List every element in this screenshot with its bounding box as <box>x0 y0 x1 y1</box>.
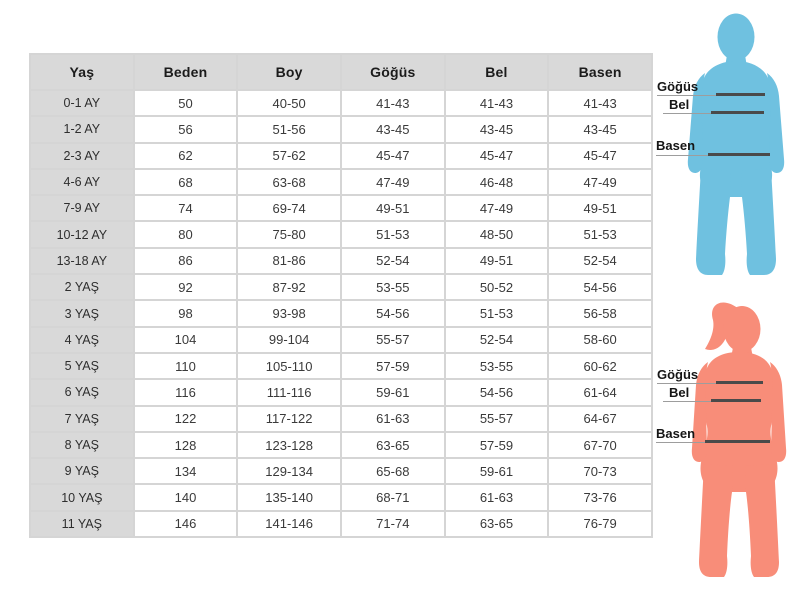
value-cell: 63-65 <box>341 432 445 458</box>
table-row <box>30 406 652 432</box>
column-header: Basen <box>548 54 652 90</box>
value-cell: 60-62 <box>548 353 652 379</box>
value-cell: 54-56 <box>341 300 445 326</box>
value-cell: 51-56 <box>237 116 341 142</box>
value-cell: 59-61 <box>445 458 549 484</box>
age-cell: 2-3 AY <box>30 143 134 169</box>
value-cell: 70-73 <box>548 458 652 484</box>
value-cell: 117-122 <box>237 406 341 432</box>
table-row <box>30 432 652 458</box>
girl-chest-label: Göğüs <box>657 367 699 382</box>
value-cell: 111-116 <box>237 379 341 405</box>
value-cell: 51-53 <box>445 300 549 326</box>
value-cell: 71-74 <box>341 511 445 537</box>
table-row <box>30 484 652 510</box>
value-cell: 45-47 <box>341 143 445 169</box>
column-header: Beden <box>134 54 238 90</box>
value-cell: 105-110 <box>237 353 341 379</box>
age-cell: 2 YAŞ <box>30 274 134 300</box>
boy-waist-label: Bel <box>669 97 690 112</box>
age-cell: 3 YAŞ <box>30 300 134 326</box>
value-cell: 141-146 <box>237 511 341 537</box>
value-cell: 57-62 <box>237 143 341 169</box>
boy-left-leg <box>696 168 731 275</box>
column-header: Boy <box>237 54 341 90</box>
value-cell: 43-45 <box>341 116 445 142</box>
value-cell: 99-104 <box>237 327 341 353</box>
column-header: Yaş <box>30 54 134 90</box>
age-cell: 7 YAŞ <box>30 406 134 432</box>
value-cell: 54-56 <box>548 274 652 300</box>
value-cell: 110 <box>134 353 238 379</box>
table-row <box>30 353 652 379</box>
value-cell: 47-49 <box>445 195 549 221</box>
value-cell: 57-59 <box>341 353 445 379</box>
value-cell: 41-43 <box>341 90 445 116</box>
size-table-header <box>30 54 652 90</box>
boy-waist-connector <box>663 113 712 114</box>
value-cell: 128 <box>134 432 238 458</box>
boy-right-leg <box>741 168 776 275</box>
table-row <box>30 195 652 221</box>
age-cell: 7-9 AY <box>30 195 134 221</box>
value-cell: 75-80 <box>237 221 341 247</box>
value-cell: 47-49 <box>341 169 445 195</box>
table-row <box>30 300 652 326</box>
value-cell: 51-53 <box>548 221 652 247</box>
value-cell: 63-68 <box>237 169 341 195</box>
value-cell: 50-52 <box>445 274 549 300</box>
table-row <box>30 511 652 537</box>
value-cell: 55-57 <box>341 327 445 353</box>
girl-chest-line <box>716 381 763 384</box>
value-cell: 67-70 <box>548 432 652 458</box>
value-cell: 93-98 <box>237 300 341 326</box>
value-cell: 49-51 <box>445 248 549 274</box>
age-cell: 6 YAŞ <box>30 379 134 405</box>
table-row <box>30 143 652 169</box>
age-cell: 11 YAŞ <box>30 511 134 537</box>
table-row <box>30 458 652 484</box>
value-cell: 80 <box>134 221 238 247</box>
value-cell: 49-51 <box>548 195 652 221</box>
value-cell: 52-54 <box>341 248 445 274</box>
value-cell: 50 <box>134 90 238 116</box>
column-header: Bel <box>445 54 549 90</box>
girl-waist-connector <box>663 401 712 402</box>
value-cell: 51-53 <box>341 221 445 247</box>
value-cell: 68-71 <box>341 484 445 510</box>
value-cell: 43-45 <box>548 116 652 142</box>
column-header: Göğüs <box>341 54 445 90</box>
value-cell: 123-128 <box>237 432 341 458</box>
girl-hips-line <box>705 440 770 443</box>
value-cell: 52-54 <box>548 248 652 274</box>
girl-left-leg <box>699 464 733 577</box>
value-cell: 92 <box>134 274 238 300</box>
value-cell: 58-60 <box>548 327 652 353</box>
value-cell: 64-67 <box>548 406 652 432</box>
boy-hips-label: Basen <box>656 138 696 153</box>
table-row <box>30 327 652 353</box>
value-cell: 53-55 <box>341 274 445 300</box>
value-cell: 47-49 <box>548 169 652 195</box>
boy-chest-label: Göğüs <box>657 79 699 94</box>
value-cell: 76-79 <box>548 511 652 537</box>
value-cell: 48-50 <box>445 221 549 247</box>
boy-chest-connector <box>657 95 717 96</box>
value-cell: 52-54 <box>445 327 549 353</box>
value-cell: 134 <box>134 458 238 484</box>
value-cell: 146 <box>134 511 238 537</box>
age-cell: 8 YAŞ <box>30 432 134 458</box>
table-row <box>30 274 652 300</box>
value-cell: 63-65 <box>445 511 549 537</box>
value-cell: 98 <box>134 300 238 326</box>
age-cell: 4-6 AY <box>30 169 134 195</box>
value-cell: 54-56 <box>445 379 549 405</box>
value-cell: 62 <box>134 143 238 169</box>
value-cell: 135-140 <box>237 484 341 510</box>
value-cell: 45-47 <box>548 143 652 169</box>
value-cell: 61-64 <box>548 379 652 405</box>
boy-waist-line <box>711 111 764 114</box>
age-cell: 9 YAŞ <box>30 458 134 484</box>
value-cell: 140 <box>134 484 238 510</box>
value-cell: 69-74 <box>237 195 341 221</box>
age-cell: 13-18 AY <box>30 248 134 274</box>
age-cell: 0-1 AY <box>30 90 134 116</box>
girl-hips-label: Basen <box>656 426 696 441</box>
value-cell: 129-134 <box>237 458 341 484</box>
girl-waist-line <box>711 399 761 402</box>
age-cell: 1-2 AY <box>30 116 134 142</box>
girl-right-leg <box>745 464 779 577</box>
value-cell: 55-57 <box>445 406 549 432</box>
value-cell: 68 <box>134 169 238 195</box>
value-cell: 61-63 <box>445 484 549 510</box>
value-cell: 65-68 <box>341 458 445 484</box>
value-cell: 122 <box>134 406 238 432</box>
value-cell: 49-51 <box>341 195 445 221</box>
table-row <box>30 169 652 195</box>
value-cell: 41-43 <box>548 90 652 116</box>
size-table-body <box>30 90 652 537</box>
value-cell: 61-63 <box>341 406 445 432</box>
value-cell: 56-58 <box>548 300 652 326</box>
value-cell: 45-47 <box>445 143 549 169</box>
value-cell: 59-61 <box>341 379 445 405</box>
value-cell: 53-55 <box>445 353 549 379</box>
value-cell: 73-76 <box>548 484 652 510</box>
value-cell: 56 <box>134 116 238 142</box>
value-cell: 86 <box>134 248 238 274</box>
value-cell: 116 <box>134 379 238 405</box>
value-cell: 57-59 <box>445 432 549 458</box>
size-table <box>29 53 653 538</box>
value-cell: 46-48 <box>445 169 549 195</box>
value-cell: 81-86 <box>237 248 341 274</box>
age-cell: 4 YAŞ <box>30 327 134 353</box>
girl-chest-connector <box>657 383 717 384</box>
girl-right-arm <box>770 362 786 462</box>
girl-hips-connector <box>656 442 706 443</box>
table-row <box>30 248 652 274</box>
boy-hips-line <box>708 153 770 156</box>
value-cell: 104 <box>134 327 238 353</box>
table-row <box>30 379 652 405</box>
value-cell: 43-45 <box>445 116 549 142</box>
value-cell: 87-92 <box>237 274 341 300</box>
age-cell: 10-12 AY <box>30 221 134 247</box>
girl-waist-label: Bel <box>669 385 690 400</box>
age-cell: 5 YAŞ <box>30 353 134 379</box>
age-cell: 10 YAŞ <box>30 484 134 510</box>
table-row <box>30 90 652 116</box>
value-cell: 40-50 <box>237 90 341 116</box>
boy-hips-connector <box>656 155 709 156</box>
table-row <box>30 116 652 142</box>
boy-chest-line <box>716 93 765 96</box>
table-row <box>30 221 652 247</box>
value-cell: 41-43 <box>445 90 549 116</box>
value-cell: 74 <box>134 195 238 221</box>
header-row <box>30 54 652 90</box>
